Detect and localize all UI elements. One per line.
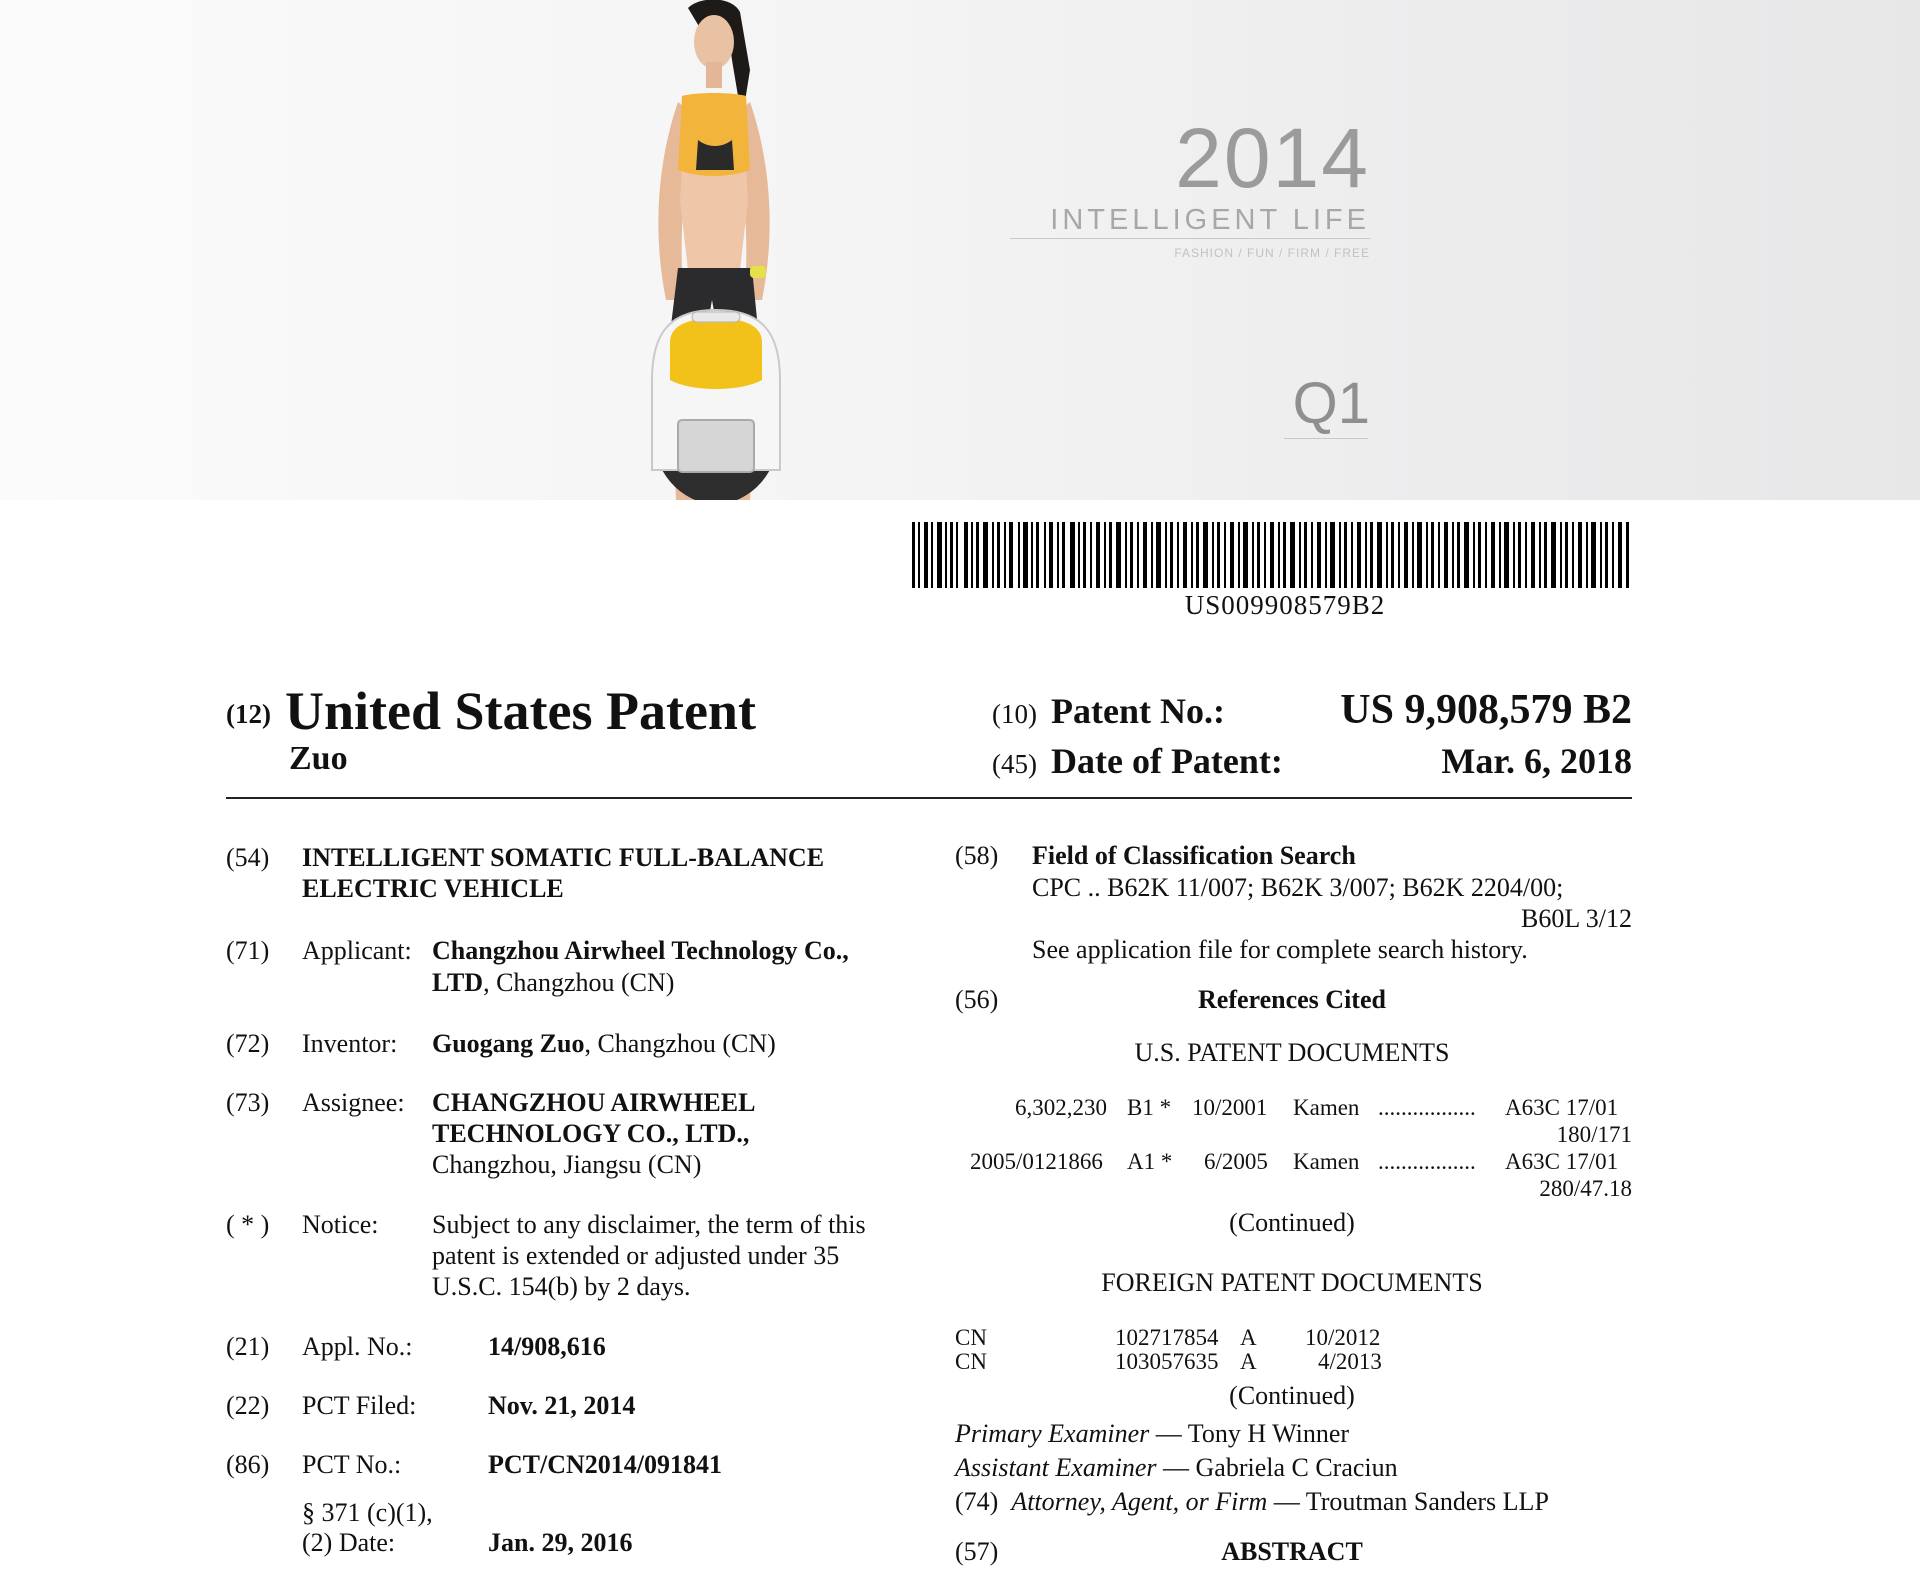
us-patent-docs-title: U.S. PATENT DOCUMENTS	[1134, 1038, 1450, 1067]
us-ref-class2: 280/47.18	[1539, 1176, 1632, 1201]
code-72: (72)	[226, 1029, 270, 1058]
assistant-examiner-label: Assistant Examiner	[955, 1453, 1157, 1482]
assistant-examiner	[955, 1452, 1398, 1483]
s371-label-line1: § 371 (c)(1),	[302, 1498, 433, 1527]
code-74: (74)	[955, 1487, 999, 1516]
code-86: (86)	[226, 1450, 270, 1479]
field-search-note: See application file for complete search history.	[1032, 935, 1528, 964]
attorney-label: Attorney, Agent, or Firm	[1011, 1487, 1268, 1516]
code-22: (22)	[226, 1391, 270, 1420]
us-docs-continued: (Continued)	[1229, 1208, 1355, 1237]
assistant-examiner-name: Gabriela C Craciun	[1195, 1453, 1398, 1482]
inventor-location: , Changzhou (CN)	[584, 1029, 776, 1058]
s371-label-line2: (2) Date:	[302, 1528, 396, 1557]
barcode-image	[912, 522, 1632, 588]
foreign-ref-kind: A	[1240, 1325, 1257, 1350]
notice-line3: U.S.C. 154(b) by 2 days.	[432, 1272, 691, 1301]
code-21: (21)	[226, 1332, 270, 1361]
us-ref-class: A63C 17/01	[1505, 1095, 1619, 1120]
patent-number: US 9,908,579 B2	[1340, 687, 1632, 733]
hero-subtagline: FASHION / FUN / FIRM / FREE	[1174, 246, 1370, 260]
attorney-line	[955, 1486, 1549, 1517]
invention-title-line1: INTELLIGENT SOMATIC FULL-BALANCE	[302, 843, 825, 872]
us-ref-name: Kamen	[1293, 1095, 1360, 1120]
us-ref-number: 6,302,230	[1015, 1095, 1107, 1120]
primary-examiner-name: Tony H Winner	[1187, 1419, 1350, 1448]
hero-year: 2014	[1175, 111, 1370, 205]
patent-title-text: United States Patent	[284, 681, 756, 741]
foreign-ref-number: 103057635	[1115, 1349, 1219, 1374]
header-divider	[226, 797, 1632, 799]
appl-number: 14/908,616	[488, 1332, 606, 1361]
applicant-name-ltd: LTD	[432, 968, 484, 997]
inventor-label: Inventor:	[302, 1029, 398, 1058]
field-search-line2: B60L 3/12	[1521, 904, 1632, 933]
foreign-ref-country: CN	[955, 1349, 987, 1374]
inventor-surname: Zuo	[289, 740, 348, 777]
hero-tagline: INTELLIGENT LIFE	[1050, 204, 1370, 236]
appl-label: Appl. No.:	[302, 1332, 413, 1361]
patent-title	[226, 680, 756, 742]
primary-examiner-label: Primary Examiner	[955, 1419, 1150, 1448]
s371-date: Jan. 29, 2016	[488, 1528, 633, 1557]
code-71: (71)	[226, 936, 270, 965]
hero-banner	[0, 0, 1920, 500]
us-ref-date: 6/2005	[1204, 1149, 1268, 1174]
applicant-name-line2	[432, 967, 674, 998]
us-ref-class2: 180/171	[1556, 1122, 1632, 1147]
foreign-ref-number: 102717854	[1115, 1325, 1219, 1350]
notice-label: Notice:	[302, 1210, 379, 1239]
attorney-dash: —	[1267, 1487, 1306, 1516]
inventor-value	[432, 1028, 776, 1059]
us-ref-dots: .................	[1378, 1149, 1476, 1174]
notice-line2: patent is extended or adjusted under 35	[432, 1241, 840, 1270]
code-58: (58)	[955, 841, 999, 870]
foreign-patent-docs-title: FOREIGN PATENT DOCUMENTS	[1101, 1268, 1483, 1297]
pct-no-label: PCT No.:	[302, 1450, 402, 1479]
applicant-name-line1: Changzhou Airwheel Technology Co.,	[432, 936, 849, 965]
notice-line1: Subject to any disclaimer, the term of this	[432, 1210, 866, 1239]
foreign-ref-kind: A	[1240, 1349, 1257, 1374]
barcode-number: US009908579B2	[1184, 590, 1386, 620]
foreign-ref-date: 4/2013	[1318, 1349, 1382, 1374]
invention-title-line2: ELECTRIC VEHICLE	[302, 874, 564, 903]
inventor-name: Guogang Zuo	[432, 1029, 585, 1058]
patent-date: Mar. 6, 2018	[1441, 741, 1632, 781]
us-ref-name: Kamen	[1293, 1149, 1360, 1174]
attorney-name: Troutman Sanders LLP	[1305, 1487, 1549, 1516]
foreign-docs-continued: (Continued)	[1229, 1381, 1355, 1410]
code-notice: ( * )	[226, 1210, 270, 1239]
pct-filed-date: Nov. 21, 2014	[488, 1391, 636, 1420]
applicant-label: Applicant:	[302, 936, 412, 965]
code-57: (57)	[955, 1537, 999, 1566]
foreign-ref-country: CN	[955, 1325, 987, 1350]
code-56: (56)	[955, 985, 999, 1014]
assistant-examiner-dash: —	[1156, 1453, 1196, 1482]
us-ref-kind: A1 *	[1127, 1149, 1173, 1174]
patent-date-label: Date of Patent:	[1050, 741, 1283, 781]
code-73: (73)	[226, 1088, 270, 1117]
pct-filed-label: PCT Filed:	[302, 1391, 417, 1420]
primary-examiner-dash: —	[1149, 1419, 1188, 1448]
foreign-ref-date: 10/2012	[1305, 1325, 1381, 1350]
assignee-line1: CHANGZHOU AIRWHEEL	[432, 1088, 756, 1117]
code-10: (10)	[992, 699, 1037, 729]
us-ref-dots: .................	[1378, 1095, 1476, 1120]
us-ref-kind: B1 *	[1127, 1095, 1172, 1120]
us-ref-number: 2005/0121866	[970, 1149, 1103, 1174]
hero-model-underline	[1284, 438, 1368, 439]
assignee-line2: TECHNOLOGY CO., LTD.,	[432, 1119, 750, 1148]
field-search-title: Field of Classification Search	[1032, 841, 1356, 870]
references-cited-title: References Cited	[1198, 985, 1386, 1014]
code-45: (45)	[992, 749, 1037, 779]
us-ref-date: 10/2001	[1192, 1095, 1268, 1120]
assignee-label: Assignee:	[302, 1088, 405, 1117]
code-12: (12)	[226, 699, 271, 729]
abstract-title: ABSTRACT	[1221, 1537, 1363, 1566]
us-ref-class: A63C 17/01	[1505, 1149, 1619, 1174]
primary-examiner	[955, 1418, 1349, 1449]
patent-number-label: Patent No.:	[1050, 691, 1225, 731]
hero-model-name: Q1	[1292, 371, 1370, 436]
code-54: (54)	[226, 843, 270, 872]
patent-number-row	[992, 687, 1632, 733]
patent-date-row	[992, 740, 1632, 782]
applicant-location: , Changzhou (CN)	[483, 968, 675, 997]
pct-number: PCT/CN2014/091841	[488, 1450, 722, 1479]
assignee-line3: Changzhou, Jiangsu (CN)	[432, 1150, 702, 1179]
hero-divider	[1010, 238, 1370, 239]
field-search-line1: CPC .. B62K 11/007; B62K 3/007; B62K 2204/00;	[1032, 873, 1564, 902]
model-with-unicycle-image	[600, 0, 830, 500]
